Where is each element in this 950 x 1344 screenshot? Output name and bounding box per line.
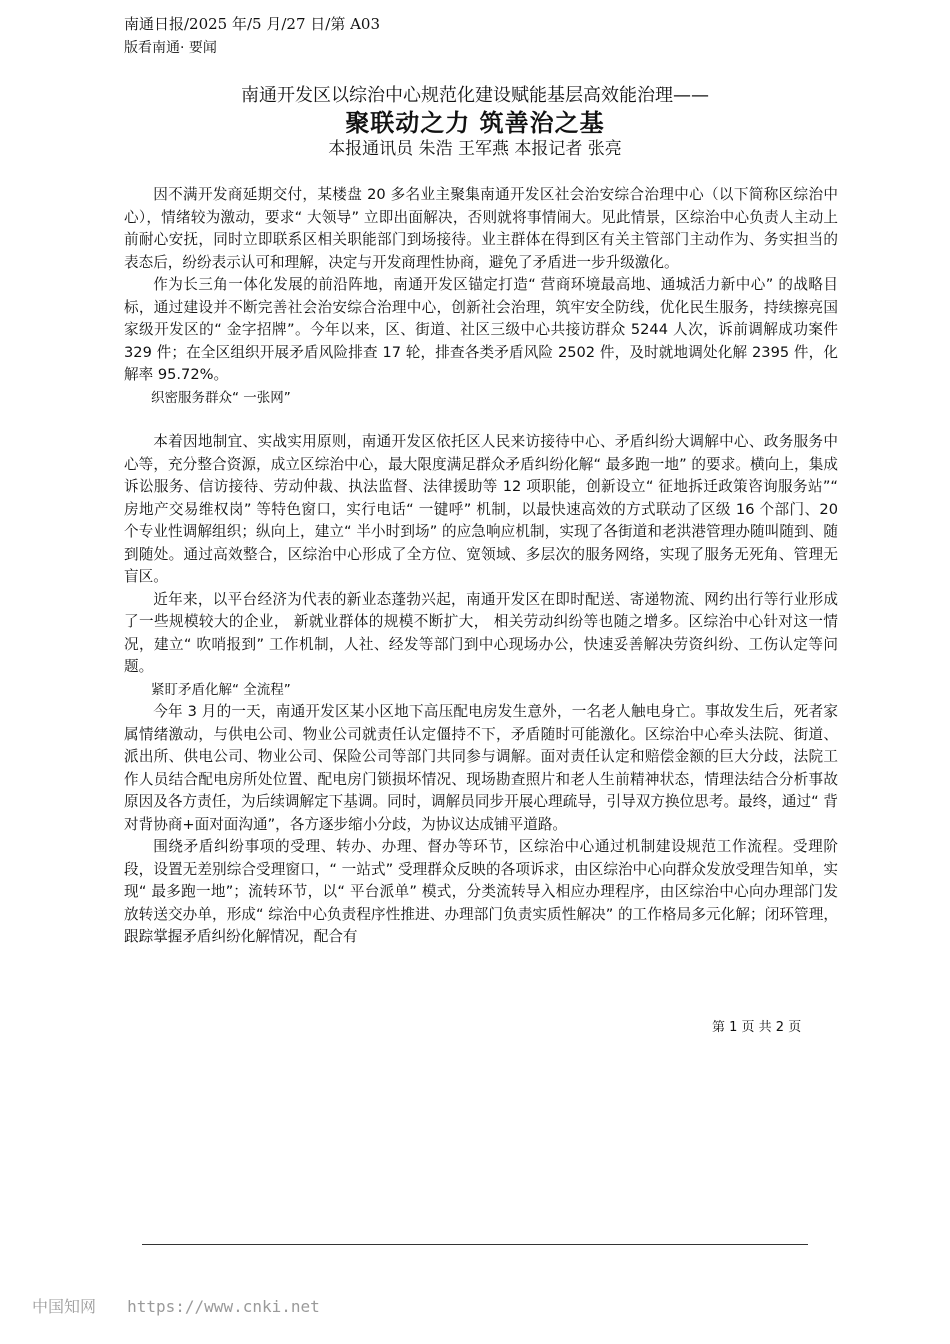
- footer-divider: [142, 1244, 808, 1245]
- article-paragraph-5: 今年 3 月的一天，南通开发区某小区地下高压配电房发生意外，一名老人触电身亡。事故发生后，死者家属情绪激动，与供电公司、物业公司就责任认定僵持不下，矛盾随时可能激化。区综治中心牵头法院、街道、派出所、供电公司、物业公司、保险公司等部门共同参与调解。面对责任认定和赔偿金额的巨大分歧，法院工作人员结合配电房所处位置、配电房门锁损坏情况、现场勘查照片和老人生前精神状态，情理法结合分析事故原因及各方责任，为后续调解定下基调。同时，调解员同步开展心理疏导，引导双方换位思考。最终，通过“ 背对背协商+面对面沟通”，各方逐步缩小分歧，为协议达成铺平道路。: [124, 703, 838, 833]
- watermark-url: https://www.cnki.net: [127, 1297, 320, 1316]
- article-body: [124, 184, 838, 949]
- paragraph-spacer: [124, 409, 838, 431]
- article-paragraph-6: 围绕矛盾纠纷事项的受理、转办、办理、督办等环节，区综治中心通过机制建设规范工作流程。受理阶段，设置无差别综合受理窗口，“ 一站式” 受理群众反映的各项诉求，由区综治中心向群众发放受理告知单，实现“ 最多跑一地”；流转环节，以“ 平台派单” 模式，分类流转导入相应办理程序，由区综治中心向办理部门发放转送交办单，形成“ 综治中心负责程序性推进、办理部门负责实质性解决” 的工作格局多元化解；闭环管理，跟踪掌握矛盾纠纷化解情况，配合有: [124, 838, 838, 945]
- watermark: [32, 1294, 320, 1317]
- page-number: 第 1 页 共 2 页: [712, 1020, 802, 1035]
- article-paragraph-2: 作为长三角一体化发展的前沿阵地，南通开发区锚定打造“ 营商环境最高地、通城活力新中心” 的战略目标，通过建设并不断完善社会治安综合治理中心，创新社会治理，筑牢安全防线，优化民生服务，持续擦亮国家级开发区的“ 金字招牌”。今年以来，区、街道、社区三级中心共接访群众 5244 人次，诉前调解成功案件 329 件；在全区组织开展矛盾风险排查 17 轮，排查各类矛盾风险 2502 件，及时就地调处化解 2395 件，化解率 95.72%。: [124, 276, 838, 383]
- publication-source: 南通日报/2025 年/5 月/27 日/第 A03: [124, 15, 381, 33]
- page-title: 聚联动之力 筑善治之基: [345, 109, 605, 137]
- section-subhead-1: 织密服务群众“ 一张网”: [151, 389, 291, 406]
- section-subhead-2: 紧盯矛盾化解“ 全流程”: [151, 681, 291, 698]
- article-paragraph-3: 本着因地制宜、实战实用原则，南通开发区依托区人民来访接待中心、矛盾纠纷大调解中心、政务服务中心等，充分整合资源，成立区综治中心，最大限度满足群众矛盾纠纷化解“ 最多跑一地” 的要求。横向上，集成诉讼服务、信访接待、劳动仲裁、执法监督、法律援助等 12 项职能，创新设立“ 征地拆迁政策咨询服务站”“ 房地产交易维权岗” 等特色窗口，实行电话“ 一键呼” 机制，以最快速高效的方式联动了区级 16 个部门、20 个专业性调解组织；纵向上，建立“ 半小时到场” 的应急响应机制，实现了各街道和老洪港管理办随叫随到、随到随处。通过高效整合，区综治中心形成了全方位、宽领域、多层次的服务网络，实现了服务无死角、管理无盲区。: [124, 433, 838, 585]
- byline: 本报通讯员 朱浩 王军燕 本报记者 张亮: [328, 139, 622, 159]
- headline-kicker: 南通开发区以综治中心规范化建设赋能基层高效能治理——: [241, 85, 709, 106]
- article-paragraph-1: 因不满开发商延期交付，某楼盘 20 多名业主聚集南通开发区社会治安综合治理中心（以下简称区综治中心），情绪较为激动，要求“ 大领导” 立即出面解决，否则就将事情闹大。见此情景，区综治中心负责人主动上前耐心安抚，同时立即联系区相关职能部门到场接待。业主群体在得到区有关主管部门主动作为、务实担当的表态后，纷纷表示认可和理解，决定与开发商理性协商，避免了矛盾进一步升级激化。: [124, 186, 838, 271]
- article-paragraph-4: 近年来，以平台经济为代表的新业态蓬勃兴起，南通开发区在即时配送、寄递物流、网约出行等行业形成了一些规模较大的企业， 新就业群体的规模不断扩大， 相关劳动纠纷等也随之增多。区综治中心针对这一情况，建立“ 吹哨报到” 工作机制，人社、经发等部门到中心现场办公，快速妥善解决劳资纠纷、工伤认定等问题。: [124, 590, 838, 675]
- watermark-brand: 中国知网: [32, 1297, 97, 1316]
- column-label: 版看南通· 要闻: [124, 40, 217, 56]
